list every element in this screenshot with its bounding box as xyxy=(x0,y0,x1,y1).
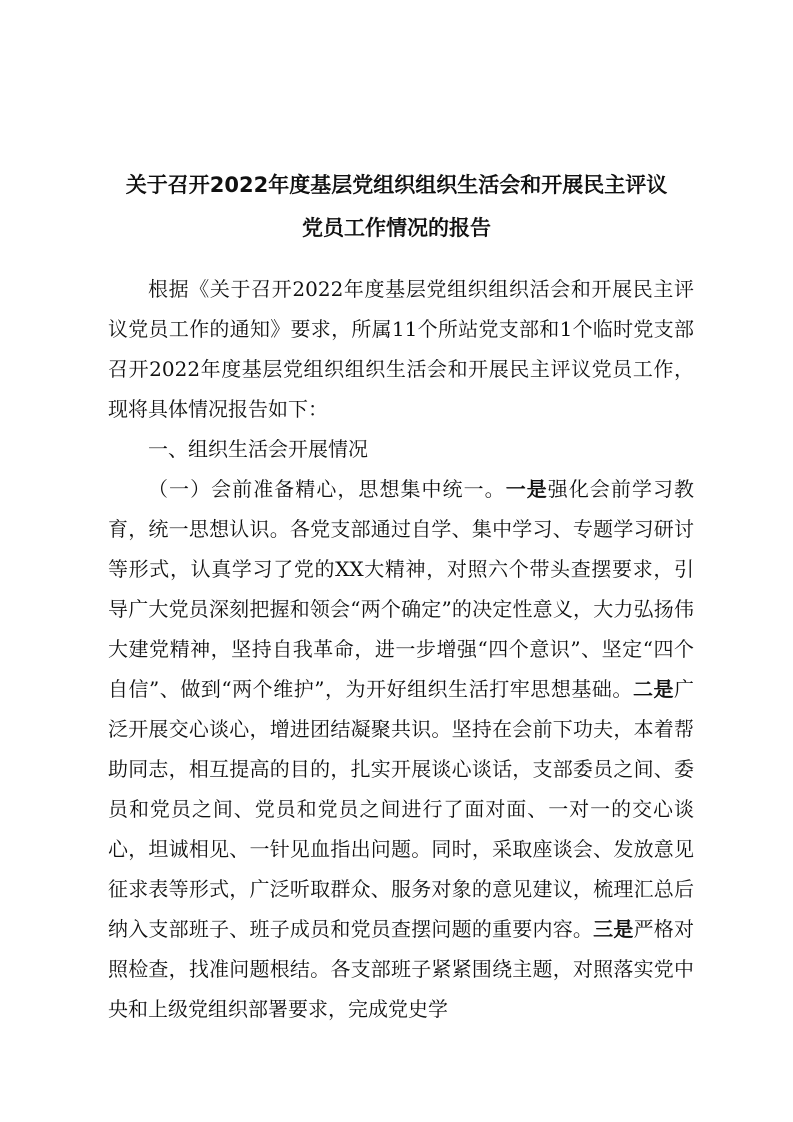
point1-text: 强化会前学习教育，统一思想认识。各党支部通过自学、集中学习、专题学习研讨等形式，认真学习了党的XX大精神，对照六个带头查摆要求，引导广大党员深刻把握和领会“两个确定”的决定性意义，大力弘扬伟大建党精神，坚持自我革命，进一步增强“四个意识”、坚定“四个自信”、做到“两个维护”，为开好组织生活打牢思想基础。 xyxy=(108,477,695,701)
section1-heading: 一、组织生活会开展情况 xyxy=(148,437,368,461)
point3-label: 三是 xyxy=(593,917,634,941)
document-body xyxy=(108,269,694,1029)
document-title-line2: 党员工作情况的报告 xyxy=(302,216,491,240)
point2-text: 广泛开展交心谈心，增进团结凝聚共识。坚持在会前下功夫，本着帮助同志，相互提高的目的，扎实开展谈心谈话，支部委员之间、委员和党员之间、党员和党员之间进行了面对面、一对一的交心谈心，坦诚相见、一针见血指出问题。同时，采取座谈会、发放意见征求表等形式，广泛听取群众、服务对象的意见建议，梳理汇总后纳入支部班子、班子成员和党员查摆问题的重要内容。 xyxy=(108,677,694,941)
point2-label: 二是 xyxy=(632,677,674,701)
document-title-line1: 关于召开2022年度基层党组织组织生活会和开展民主评议 xyxy=(125,173,668,197)
section1-paragraph xyxy=(108,469,694,1029)
point1-label: 一是 xyxy=(505,477,548,501)
sub1-heading: （一）会前准备精心，思想集中统一。 xyxy=(148,477,506,501)
intro-paragraph: 根据《关于召开2022年度基层党组织组织活会和开展民主评议党员工作的通知》要求，所属11个所站党支部和1个临时党支部召开2022年度基层党组织组织生活会和开展民主评议党员工作，现将具体情况报告如下： xyxy=(108,277,694,421)
point3-text: 严格对照检查，找准问题根结。各支部班子紧紧围绕主题，对照落实党中央和上级党组织部署要求，完成党史学 xyxy=(108,917,695,1021)
